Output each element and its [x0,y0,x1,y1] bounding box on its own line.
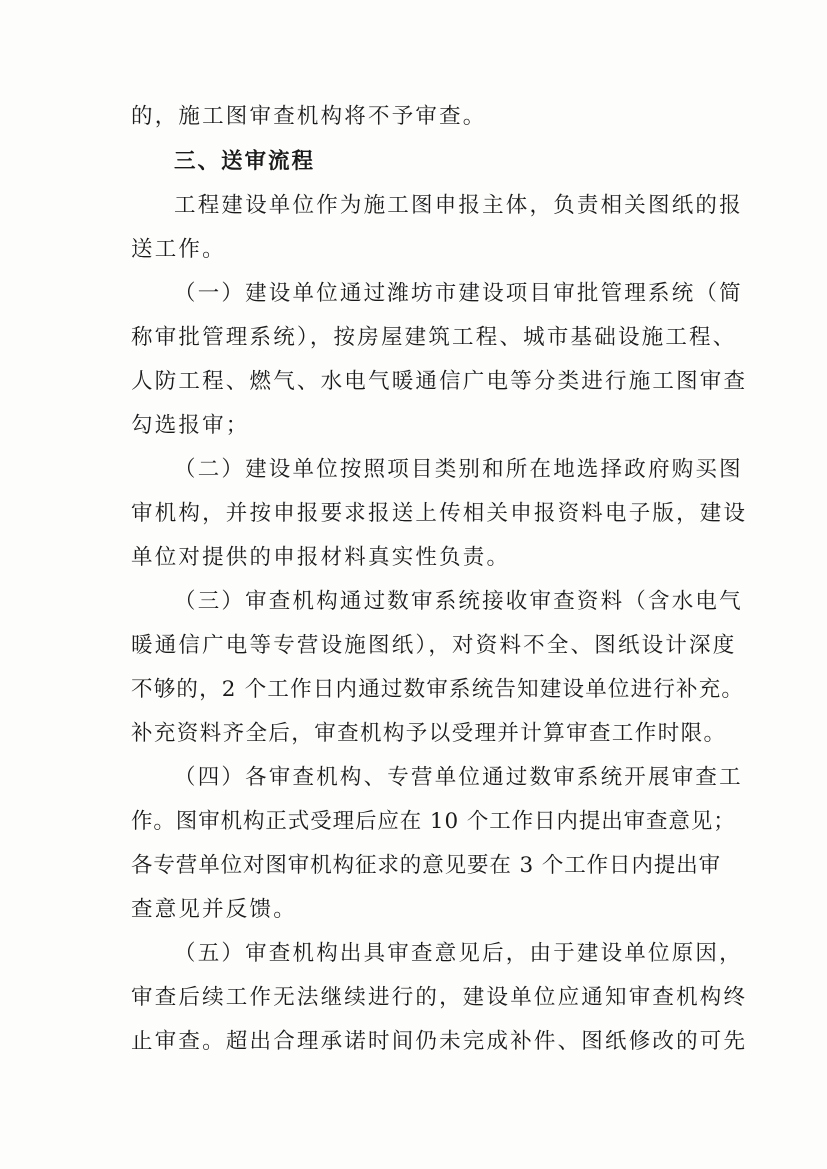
paragraph-line: 不够的，2 个工作日内通过数审系统告知建设单位进行补充。 [131,677,745,702]
paragraph-line: 作。图审机构正式受理后应在 10 个工作日内提出审查意见； [131,809,736,834]
paragraph-line: 的，施工图审查机构将不予审查。 [131,104,487,129]
paragraph-line: 暖通信广电等专营设施图纸），对资料不全、图纸设计深度 [131,633,737,658]
paragraph-line: （一）建设单位通过潍坊市建设项目审批管理系统（简 [174,281,743,306]
paragraph-line: 称审批管理系统），按房屋建筑工程、城市基础设施工程、 [131,325,737,350]
paragraph-line: 工程建设单位作为施工图申报主体，负责相关图纸的报 [174,193,743,218]
paragraph-line: （五）审查机构出具审查意见后，由于建设单位原因， [174,941,743,966]
paragraph-line: （四）各审查机构、专营单位通过数审系统开展审查工 [174,765,743,790]
paragraph-line: 单位对提供的申报材料真实性负责。 [131,545,511,570]
paragraph-line: 查意见并反馈。 [131,897,297,922]
paragraph-line: 人防工程、燃气、水电气暖通信广电等分类进行施工图审查 [131,369,748,394]
paragraph-line: 止审查。超出合理承诺时间仍未完成补件、图纸修改的可先 [131,1029,748,1054]
paragraph-line: 各专营单位对图审机构征求的意见要在 3 个工作日内提出审 [131,853,722,878]
paragraph-line: 勾选报审； [131,413,250,438]
paragraph-line: 送工作。 [131,237,226,262]
paragraph-line: 补充资料齐全后，审查机构予以受理并计算审查工作时限。 [131,721,727,746]
paragraph-line: 审查后续工作无法继续进行的，建设单位应通知审查机构终 [131,985,748,1010]
paragraph-line: （二）建设单位按照项目类别和所在地选择政府购买图 [174,457,743,482]
section-heading: 三、送审流程 [174,149,316,174]
paragraph-line: （三）审查机构通过数审系统接收审查资料（含水电气 [174,589,743,614]
paragraph-line: 审机构，并按申报要求报送上传相关申报资料电子版，建设 [131,501,748,526]
